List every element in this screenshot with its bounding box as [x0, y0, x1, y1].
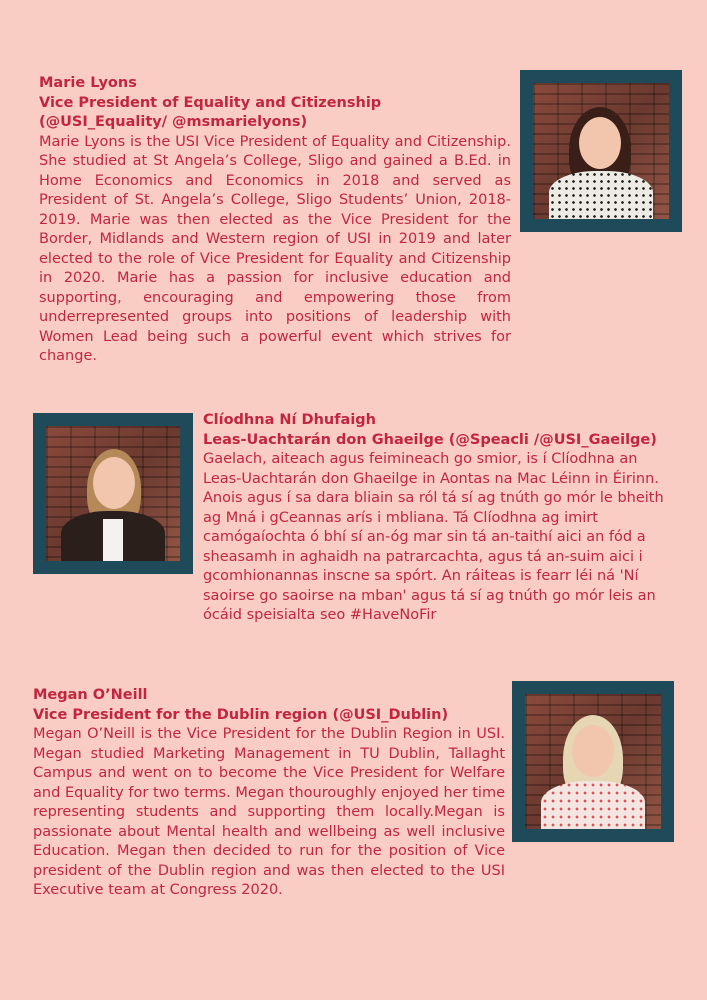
profile-name: Marie Lyons: [39, 75, 137, 91]
profile-cliodhna-ni-dhufaigh: [203, 411, 675, 626]
profile-bio: Gaelach, aiteach agus feimineach go smior, is í Clíodhna an Leas-Uachtarán don Ghaeilge in Aontas na Mac Léinn in Éirinn. Anois agus í sa dara bliain sa ról tá sí ag tnúth go mór le bheith ag Mná i gCeannas arís i mbliana. Tá Clíodhna ag imirt camógaíochta ó bhí sí an-óg mar sin tá an-taithí aici an fód a sheasamh in aghaidh na patrarcachta, agus tá an-suim aici i gcomhionannas inscne sa spórt. An ráiteas is fearr léi ná 'Ní saoirse go saoirse na mban' agus tá sí ag tnúth go mór leis an ócáid speisialta seo #HaveNoFir: [203, 451, 664, 623]
photo-cliodhna-ni-dhufaigh: [33, 413, 193, 574]
profile-name: Clíodhna Ní Dhufaigh: [203, 412, 377, 428]
profile-role: Vice President for the Dublin region (@USI_Dublin): [33, 706, 449, 723]
photo-megan-oneill: [512, 681, 674, 842]
profile-marie-lyons: [39, 74, 511, 367]
profile-megan-oneill: [33, 686, 505, 901]
profile-bio: Marie Lyons is the USI Vice President of Equality and Citizenship. She studied at St Angela’s College, Sligo and gained a B.Ed. in Home Economics and Economics in 2018 and served as President of St. Angela’s College, Sligo Students’ Union, 2018-2019. Marie was then elected as the Vice President for the Border, Midlands and Western region of USI in 2019 and later elected to the role of Vice President for Equality and Citizenship in 2020. Marie has a passion for inclusive education and supporting, encouraging and empowering those from underrepresented groups into positions of leadership with Women Lead being such a powerful event which strives for change.: [39, 133, 511, 364]
profile-role: Vice President of Equality and Citizenship (@USI_Equality/ @msmarielyons): [39, 94, 382, 130]
profile-bio: Megan O’Neill is the Vice President for the Dublin Region in USI. Megan studied Marketing Management in TU Dublin, Tallaght Campus and went on to become the Vice President for Welfare and Equality for two terms. Megan thouroughly enjoyed her time representing students and supporting them locally.Megan is passionate about Mental health and wellbeing as well inclusive Education. Megan then decided to run for the position of Vice president of the Dublin region and was then elected to the USI Executive team at Congress 2020.: [33, 726, 505, 898]
profile-role: Leas-Uachtarán don Ghaeilge (@Speacli /@USI_Gaeilge): [203, 431, 657, 448]
photo-marie-lyons: [520, 70, 682, 232]
profile-name: Megan O’Neill: [33, 687, 148, 703]
